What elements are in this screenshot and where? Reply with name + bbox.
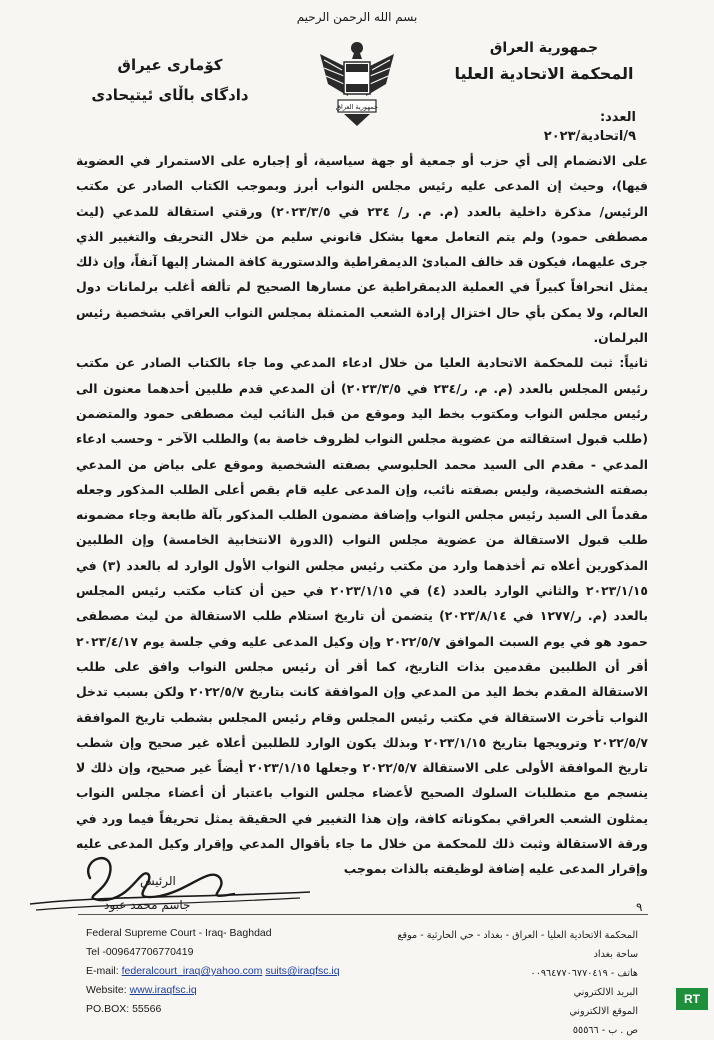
footer-address-arabic: المحكمة الاتحادية العليا - العراق - بغداد - حي الحارثية - موقع ساحة بغداد xyxy=(397,930,638,960)
paragraph-2: ثانياً: ثبت للمحكمة الاتحادية العليا من خلال ادعاء المدعي وما جاء بالكتاب الصادر عن مكتب رئيس المجلس بالعدد (م. م. ر/٢٣٤ في ٢٠٢٣/٣/٥) أن المدعي قدم طلبين أحدهما معنون الى رئيس مجلس النواب ومكتوب بخط اليد وموقع من قبل النائب ليث مصطفى حمود والمتضمن (طلب قبول استقالته من عضوية مجلس النواب لظروف خاصة به) والطلب الآخر - وحسب ادعاء المدعي - مقدم الى السيد محمد الحلبوسي بصفته الشخصية وموقع على بياض من المدعي بصفته الشخصية، وليس بصفته نائب، وإن المدعى عليه قام بقص أعلى الطلب المذكور وجعله مقدماً الى السيد رئيس مجلس النواب وإضافة مضمون الطلب المذكور بآلة طابعة وجاء مضمونه طلب قبول الاستقالة من عضوية مجلس النواب (الدورة الانتخابية الخامسة) وإن الطلبين المذكورين أعلاه تم أخذهما وارد من مكتب رئيس مجلس النواب الأول الوارد له بالعدد (٣) في ٢٠٢٣/١/١٥ والثاني الوارد بالعدد (٤) في ٢٠٢٣/١/١٥ في حين أن كتاب مكتب رئيس المجلس بالعدد (م. ر/١٢٧٧ في ٢٠٢٣/٨/١٤) يتضمن أن تاريخ استلام طلب الاستقالة من ليث مصطفى حمود هو في يوم السبت الموافق ٢٠٢٢/٥/٧ وإن وكيل المدعى عليه وفي جلسة يوم ٢٠٢٣/٤/١٧ أقر أن الطلبين مقدمين بذات التاريخ، كما أقر أن رئيس مجلس النواب وافق على طلب الاستقالة المقدم بخط اليد من المدعي وإن الموافقة كانت بتاريخ ٢٠٢٢/٥/٧ ولكن بسبب تدخل النواب تأخرت الاستقالة في مكتب رئيس المجلس وقام رئيس المجلس بشطب تاريخ الموافقة ٢٠٢٢/٥/٧ وترويجها بتاريخ ٢٠٢٣/١/١٥ وبذلك يكون الوارد للطلبين أعلاه غير صحيح وإن شطب تاريخ الموافقة الأولى على الاستقالة ٢٠٢٢/٥/٧ وجعلها ٢٠٢٣/١/١٥ أيضاً غير صحيح، وإن ذلك لا ينسجم مع متطلبات السلوك الصحيح لأعضاء مجلس النواب باعتبار أن أعضاء مجلس النواب يمثلون الشعب العراقي بمكوناته كافة، وإن هذا التغيير في الحقيقة يمثل تحريفاً فيما ورد في ورقة الاستقالة وثبت ذلك للمحكمة من خلال ما جاء بأقوال المدعي وإقرار وكيل المدعى عليه وإقرار المدعى عليه إضافة لوظيفته بالذات بموجب xyxy=(76,355,648,877)
paragraph-1: على الانضمام إلى أي حزب أو جمعية أو جهة سياسية، أو إجباره على الاستمرار في العضوية فيها)، وحيث إن المدعى عليه رئيس مجلس النواب أبرز وبموجب الكتاب الصادر عن مكتب الرئيس/ مذكرة داخلية بالعدد (م. م. ر/ ٢٣٤ في ٢٠٢٣/٣/٥) ورقتي استقالة للمدعي (ليث مصطفى حمود) ولم يتم التعامل معها بشكل قانوني سليم من خلال التحريف والتغيير الذي جرى عليهما، فيكون قد خالف المبادئ الديمقراطية والدستورية كافة المشار إليها آنفاً، وإن ذلك يمثل انحرافاً كبيراً في العملية الديمقراطية عن مسارها الصحيح لم تألفه أغلب برلمانات دول العالم، ولا يمكن بأي حال اختزال إرادة الشعب المتمثلة بمجلس النواب العراقي بشخصية رئيس البرلمان. xyxy=(76,153,648,346)
emblem-caption: جمهورية العراق xyxy=(336,103,378,111)
footer-website-label-arabic: الموقع الالكتروني xyxy=(569,1006,638,1017)
footer-phone-arabic: هاتف - ٠٠٩٦٤٧٧٠٦٧٧٠٤١٩ xyxy=(530,968,638,979)
court-name-arabic: المحكمة الاتحادية العليا xyxy=(454,64,634,83)
country-name-arabic: جمهورية العراق xyxy=(489,40,599,56)
footer-pobox: PO.BOX: 55566 xyxy=(86,1003,162,1015)
footer-pobox-arabic: ص . ب - ٥٥٥٦٦ xyxy=(572,1025,638,1036)
signatory-name: جاسم محمد عبود xyxy=(104,898,191,912)
header-kurdish xyxy=(70,56,270,104)
footer-court-name: Federal Supreme Court - Iraq- Baghdad xyxy=(86,927,272,939)
page-number: ٩ xyxy=(636,900,643,914)
website-link[interactable]: www.iraqfsc.iq xyxy=(129,984,197,996)
footer-english xyxy=(86,924,356,1019)
iraq-eagle-emblem xyxy=(314,36,400,136)
reference-value: ٩/اتحادية/٢٠٢٣ xyxy=(543,129,636,144)
rt-logo-watermark: RT xyxy=(676,988,708,1010)
footer-website-row xyxy=(86,981,356,1000)
header-arabic xyxy=(444,40,644,83)
footer-email-row xyxy=(86,962,356,981)
country-name-kurdish: كۆماری عیراق xyxy=(117,56,223,74)
footer-email-label: E-mail: xyxy=(86,965,119,977)
signatory-title: الرئيس xyxy=(140,874,176,888)
reference-label: العدد: xyxy=(599,110,636,125)
email-link-2[interactable]: suits@iraqfsc.iq xyxy=(265,965,340,977)
basmala: بسم الله الرحمن الرحيم xyxy=(296,10,418,24)
document-body xyxy=(76,148,648,882)
footer-arabic xyxy=(388,926,638,1040)
court-name-kurdish: دادگای باڵای ئیتیحادی xyxy=(91,86,249,104)
footer-divider xyxy=(78,914,648,915)
reference-number xyxy=(544,110,636,144)
footer-telephone: Tel -009647706770419 xyxy=(86,946,194,958)
email-link-1[interactable]: federalcourt_iraq@yahoo.com xyxy=(121,965,263,977)
footer-email-label-arabic: البريد الالكتروني xyxy=(573,987,638,998)
footer-website-label: Website: xyxy=(86,984,127,996)
